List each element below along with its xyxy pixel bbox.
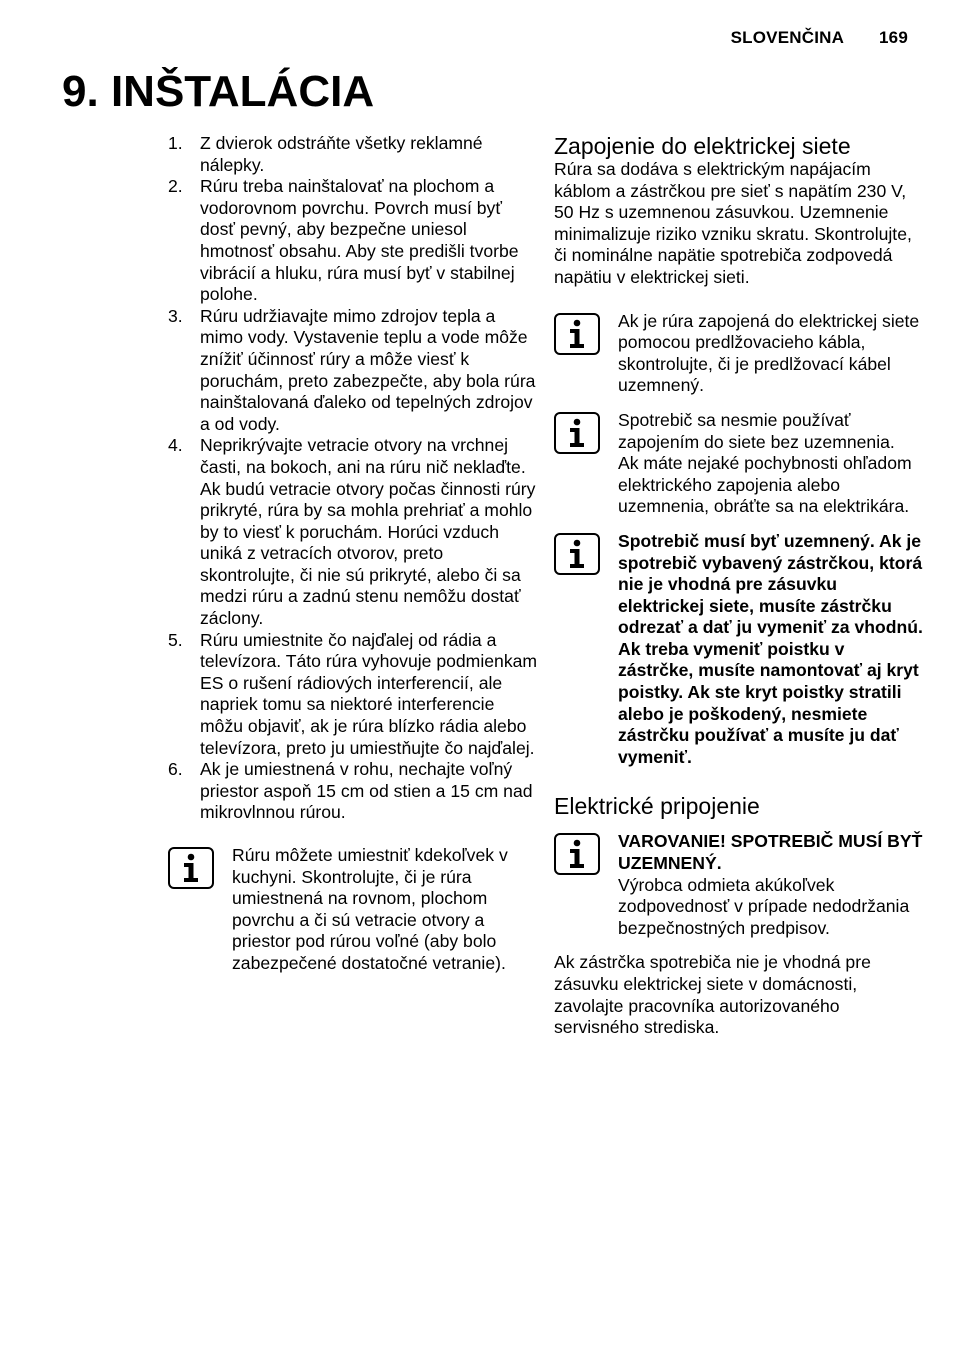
list-item [168,306,538,436]
section-heading: Elektrické pripojenie [554,793,760,820]
right-column [554,133,924,1039]
list-item-number: 3. [168,305,183,326]
info-note-text [618,410,924,518]
info-note-text: Spotrebič musí byť uzemnený. Ak je spotrebič vybavený zástrčkou, ktorá nie je vhodná pre zásuvku elektrickej siete, musíte zástrčku odrezať a dať ju vymeniť za vhodnú. Ak treba vymeniť poistku v zástrčke, musíte namontovať aj kryt poistky. Ak ste kryt poistky stratili alebo je poškodený, nesmiete zástrčku používať a musíte ju dať vymeniť. [618,530,923,767]
list-item-text: Z dvierok odstráňte všetky reklamné nálepky. [200,133,483,175]
list-item-number: 4. [168,435,183,456]
section-body: Ak zástrčka spotrebiča nie je vhodná pre zásuvku elektrickej siete v domácnosti, zavolajte pracovníka autorizovaného servisného strediska. [554,952,871,1038]
list-item [168,435,538,629]
info-icon [554,533,600,575]
list-item-number: 5. [168,629,183,650]
chapter-number: 9. [62,67,99,116]
list-item-text: Ak je umiestnená v rohu, nechajte voľný priestor aspoň 15 cm od stien a 15 cm nad mikrovlnnou rúrou. [200,759,533,823]
info-note [554,531,924,769]
warning-note [554,831,924,939]
info-note-paragraph: Ak máte nejaké pochybnosti ohľadom elektrického zapojenia alebo uzemnenia, obráťte sa na elektrikára. [618,453,912,517]
info-icon [168,847,214,889]
section-heading: Zapojenie do elektrickej siete [554,133,851,159]
section-body: Rúra sa dodáva s elektrickým napájacím káblom a zástrčkou pre sieť s napätím 230 V, 50 Hz s uzemnenou zásuvkou. Uzemnenie minimalizuje riziko vzniku skratu. Skontrolujte, či nominálne napätie spotrebiča zodpovedá napätiu v elektrickej sieti. [554,159,912,287]
info-icon [554,833,600,875]
info-note [168,845,538,975]
list-item-text: Rúru umiestnite čo najďalej od rádia a televízora. Táto rúra vyhovuje podmienkam ES o rušení rádiových interferencií, ale napriek tomu sa niektoré interferencie môžu objaviť, ak je rúra blízko rádia alebo televízora, preto ju umiestňujte čo najďalej. [200,629,538,758]
list-item [168,630,538,760]
list-item-text: Neprikrývajte vetracie otvory na vrchnej časti, na bokoch, ani na rúru nič neklaďte. Ak budú vetracie otvory počas činnosti rúry prikryté, rúra by sa mohla prehriať a mohlo by to viesť k poruchám. Horúci vzduch uniká z vetracích otvorov, preto skontrolujte, či nie sú prikryté, alebo či sa medzi rúru a zadnú stenu nemôžu dostať záclony. [200,435,536,629]
header-language: SLOVENČINA [730,28,845,47]
chapter-title: INŠTALÁCIA [110,67,375,116]
page-title [62,66,374,118]
list-item-number: 2. [168,176,183,197]
info-note-text: Ak je rúra zapojená do elektrickej siete pomocou predlžovacieho kábla, skontrolujte, či je predlžovací kábel uzemnený. [618,310,920,396]
info-note [554,311,924,397]
page-header [731,28,908,48]
list-item-number: 6. [168,759,183,780]
warning-title: VAROVANIE! SPOTREBIČ MUSÍ BYŤ UZEMNENÝ. [618,831,923,874]
warning-note-text [618,831,924,939]
list-item-text: Rúru udržiavajte mimo zdrojov tepla a mimo vody. Vystavenie teplu a vode môže znížiť účinnosť rúry a môže viesť k poruchám, preto zabezpečte, aby bola rúra nainštalovaná ďaleko od tepelných zdrojov a od vody. [200,305,536,434]
list-item-number: 1. [168,133,183,153]
list-item [168,176,538,306]
list-item-text: Rúru treba nainštalovať na plochom a vodorovnom povrchu. Povrch musí byť dosť pevný, aby bezpečne uniesol hmotnosť obsahu. Aby ste predišli tvorbe vibrácií a hluku, rúra musí byť v stabilnej polohe. [200,176,519,305]
info-icon [554,313,600,355]
list-item [168,133,538,176]
installation-steps [168,133,538,824]
page-number: 169 [879,28,908,47]
info-icon [554,412,600,454]
list-item [168,759,538,824]
warning-body: Výrobca odmieta akúkoľvek zodpovednosť v prípade nedodržania bezpečnostných predpisov. [618,874,910,938]
info-note-text: Rúru môžete umiestniť kdekoľvek v kuchyni. Skontrolujte, či je rúra umiestnená na rovnom, plochom povrchu a či sú vetracie otvory a priestor pod rúrou voľné (aby bolo zabezpečené dostatočné vetranie). [232,845,508,973]
left-column [168,133,538,975]
info-note [554,410,924,518]
info-note-paragraph: Spotrebič sa nesmie používať zapojením do siete bez uzemnenia. [618,409,895,452]
